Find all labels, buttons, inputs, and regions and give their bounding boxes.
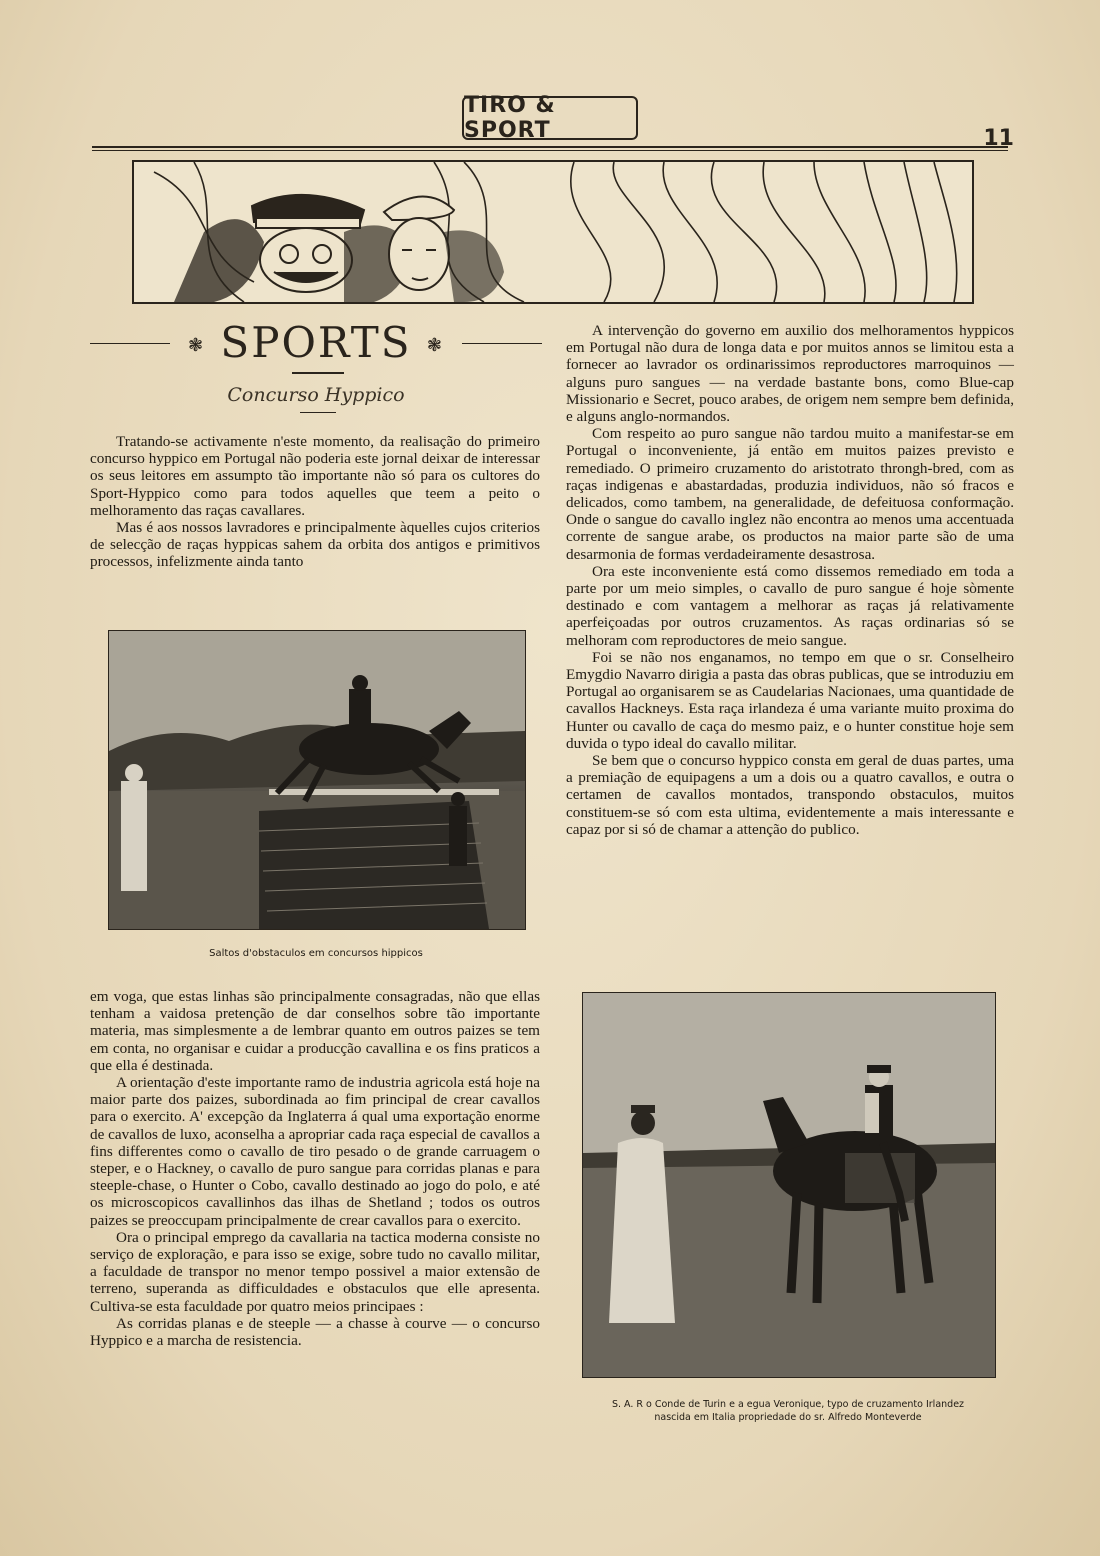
article-left-column-top [90, 433, 540, 571]
photo-1-caption: Saltos d'obstaculos em concursos hippicos [209, 948, 423, 959]
paragraph: A orientação d'este importante ramo de industria agricola está hoje na maior parte dos paizes, subordinada ao fim principal de crear cavallos para o exercito. A' excepção da Inglaterra á qual uma exportação enorme de cavallos de luxo, aconselha a apropriar cada raça especial de cavallos a fins differentes como o cavallo de tiro pesado o de grande carruagem o steper, e o Hackney, o cavallo de puro sangue para corridas planas e para steeple-chase, o Hunter o Cobo, cavallo destinado ao jogo do polo, e até os microscopicos cavallinhos das ilhas de Shetland ; todos os outros paizes se preoccupam principalmente de crear cavallos para o exercito. [90, 1074, 540, 1229]
header-rule [92, 146, 1008, 148]
article-left-column-bottom [90, 988, 540, 1349]
ornament-left-icon: ❃ [187, 335, 206, 356]
paragraph: Se bem que o concurso hyppico consta em geral de duas partes, uma a premiação de equipagens a um a dois ou a quatro cavallos, e outra o certamen de cavallos montados, transpondo obstaculos, muitos constituem-se só com esta ultima, evidentemente a mais interessante e capaz por si só de chamar a attenção do publico. [566, 752, 1014, 838]
section-title: SPORTS [220, 318, 412, 367]
photo-2-caption-line-2: nascida em Italia propriedade do sr. Alfredo Monteverde [654, 1412, 922, 1423]
illustration-banner [132, 160, 974, 304]
article-right-column [566, 322, 1014, 838]
banner-drawing [134, 162, 972, 302]
photo-horse-jump [108, 630, 526, 930]
header-rule-thin [92, 150, 1008, 151]
horse-jump-image [109, 631, 525, 929]
section-heading [90, 318, 542, 371]
paragraph: A intervenção do governo em auxilio dos melhoramentos hyppicos em Portugal não dura de longa data e por muitos annos se limitou esta a fornecer ao lavrador os ordinarissimos reproductores marroquinos — alguns puro sangues — na verdade bastante bons, como Blue-cap Missionario e Secret, pouco arabes, de origem nem sempre bem definida, e alguns anglo-normandos. [566, 322, 1014, 426]
photo-2-caption [558, 1398, 1018, 1424]
paragraph: Ora o principal emprego da cavallaria na tactica moderna consiste no serviço de exploração, e para isso se exige, sobre tudo no cavallo militar, a faculdade de transpor no menor tempo possivel a maior extensão de terreno, superanda as difficuldades e obstaculos que elle apresenta. Cultiva-se esta faculdade por quatro meios principaes : [90, 1228, 540, 1315]
paragraph: Tratando-se activamente n'este momento, da realisação do primeiro concurso hyppico em Portugal não poderia este jornal deixar de interessar os seus leitores em assumpto tão importante não só para os cultores do Sport-Hyppico como para todos aquelles que teem a peito o melhoramento das raças cavallares. [90, 433, 540, 519]
paragraph: As corridas planas e de steeple — a chasse à courve — o concurso Hyppico e a marcha de resistencia. [90, 1314, 540, 1350]
subtitle-rule [300, 412, 336, 413]
photo-horse-rider [582, 992, 996, 1378]
paragraph: Com respeito ao puro sangue não tardou muito a manifestar-se em Portugal o inconveniente, já então em muitos paizes previsto e remediado. O primeiro cruzamento do aristotrato throngh-bred, com as raças indigenas e abastardadas, produzia individuos, não só fracos e delicados, como tambem, na generalidade, de defeituosa conformação. Onde o sangue do cavallo inglez não encontra ao menos uma accentuada corrente de sangue arabe, os productos na maior parte são de uma desarmonia de formas verdadeiramente desastrosa. [566, 425, 1014, 563]
ornament-right-icon: ❃ [426, 335, 445, 356]
paragraph: Ora este inconveniente está como dissemos remediado em toda a parte por um meio simples, o cavallo de puro sangue é hoje sòmente destinado e com vantagem a melhorar as raças já relativamente aperfeiçoadas por outros cruzamentos. As raças ordinarias só se melhoram com reproductores de meio sangue. [566, 562, 1014, 649]
paragraph: em voga, que estas linhas são principalmente consagradas, não que ellas tenham a vaidosa pretenção de dar conselhos sobre tão importante materia, mas simplesmente a de lembrar quanto em outros paizes se tem em conta, no organisar e cuidar a producção cavallina e os fins praticos a que ella é destinada. [90, 988, 540, 1074]
masthead-logo [462, 93, 638, 143]
paragraph: Foi se não nos enganamos, no tempo em que o sr. Conselheiro Emygdio Navarro dirigia a pasta das obras publicas, que se introduziu em Portugal ao organisarem se as Caudelarias Nacionaes, uma quantidade de cavallos Hackneys. Esta raça irlandeza é uma variante muito proxima do Hunter ou cavallo de caça do mesmo paiz, e o hunter constitue hoje sem duvida o typo ideal do cavallo militar. [566, 648, 1014, 752]
photo-2-caption-line-1: S. A. R o Conde de Turin e a egua Veronique, typo de cruzamento Irlandez [611, 1399, 965, 1410]
horse-rider-image [583, 993, 995, 1377]
page-number: 11 [983, 126, 1014, 151]
article-subtitle: Concurso Hyppico [227, 384, 405, 406]
title-rule [292, 372, 344, 374]
paragraph: Mas é aos nossos lavradores e principalmente àquelles cujos criterios de selecção de raças hyppicas sahem da orbita dos antigos e primitivos processos, infelizmente ainda tanto [90, 519, 540, 571]
masthead-logo-text: TIRO & SPORT [464, 93, 556, 143]
